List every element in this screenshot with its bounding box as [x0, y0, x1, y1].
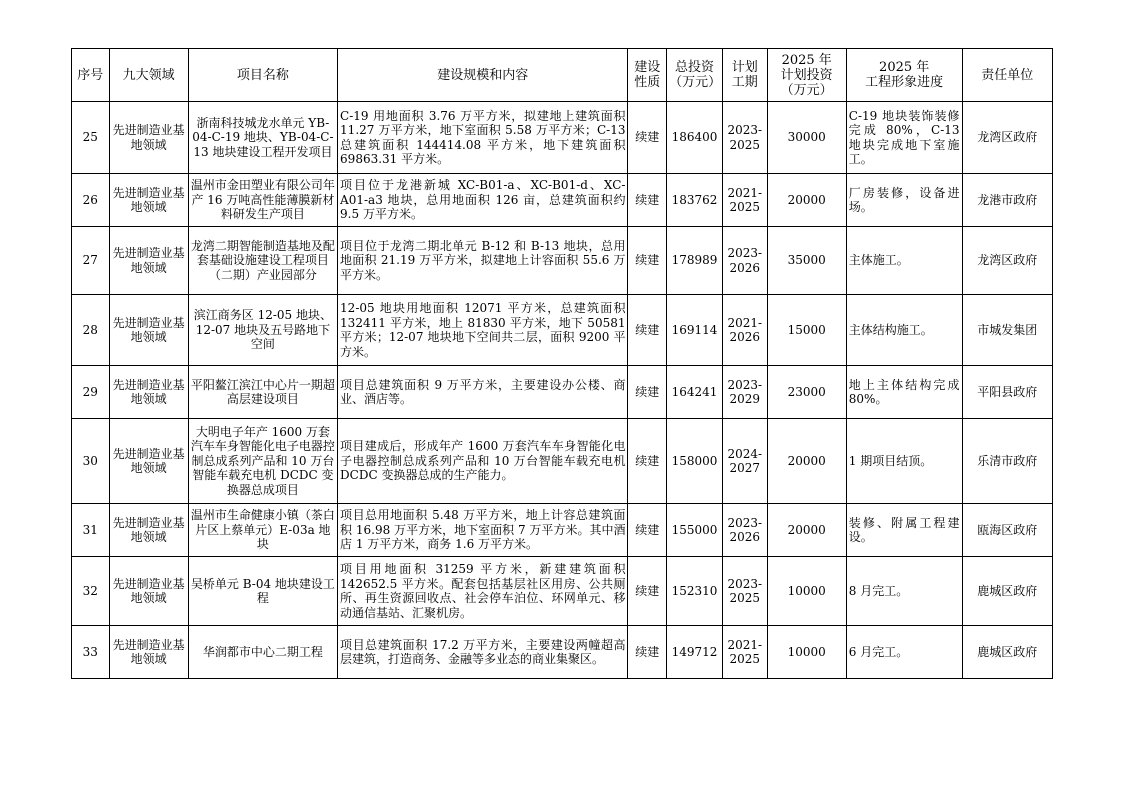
- cell-progress: C-19 地块装饰装修完成 80%，C-13 地块完成地下室施工。: [846, 102, 962, 174]
- cell-domain: 先进制造业基地领域: [109, 366, 188, 419]
- cell-name: 龙湾二期智能制造基地及配套基础设施建设工程项目（二期）产业园部分: [188, 227, 337, 295]
- cell-period: 2021-2026: [722, 295, 767, 366]
- cell-scale: 项目总建筑面积 9 万平方米，主要建设办公楼、商业、酒店等。: [338, 366, 628, 419]
- header-invest: 总投资 （万元）: [667, 49, 723, 102]
- cell-scale: 项目位于龙港新城 XC-B01-a、XC-B01-d、XC-A01-a3 地块，总用地面积 126 亩，总建筑面积约 9.5 万平方米。: [338, 174, 628, 227]
- cell-progress: 厂房装修，设备进场。: [846, 174, 962, 227]
- cell-plan: 35000: [767, 227, 846, 295]
- cell-progress: 装修、附属工程建设。: [846, 504, 962, 557]
- cell-progress: 6 月完工。: [846, 626, 962, 679]
- cell-seq: 33: [72, 626, 110, 679]
- cell-period: 2023-2026: [722, 227, 767, 295]
- cell-plan: 10000: [767, 557, 846, 626]
- cell-domain: 先进制造业基地领域: [109, 557, 188, 626]
- cell-domain: 先进制造业基地领域: [109, 626, 188, 679]
- table-row: [72, 626, 1053, 679]
- cell-name: 华润都市中心二期工程: [188, 626, 337, 679]
- cell-name: 吴桥单元 B-04 地块建设工程: [188, 557, 337, 626]
- cell-nature: 续建: [628, 504, 667, 557]
- cell-invest: 186400: [667, 102, 723, 174]
- cell-plan: 20000: [767, 504, 846, 557]
- cell-plan: 30000: [767, 102, 846, 174]
- header-period: 计划 工期: [722, 49, 767, 102]
- cell-name: 浙南科技城龙水单元 YB-04-C-19 地块、YB-04-C-13 地块建设工程开发项目: [188, 102, 337, 174]
- cell-scale: 项目总建筑面积 17.2 万平方米，主要建设两幢超高层建筑，打造商务、金融等多业态的商业集聚区。: [338, 626, 628, 679]
- table-row: [72, 557, 1053, 626]
- cell-domain: 先进制造业基地领域: [109, 504, 188, 557]
- project-table: [71, 48, 1053, 679]
- cell-unit: 瓯海区政府: [962, 504, 1052, 557]
- header-seq: 序号: [72, 49, 110, 102]
- cell-domain: 先进制造业基地领域: [109, 419, 188, 504]
- cell-nature: 续建: [628, 626, 667, 679]
- cell-period: 2023-2029: [722, 366, 767, 419]
- cell-scale: C-19 用地面积 3.76 万平方米，拟建地上建筑面积 11.27 万平方米，地下室面积 5.58 万平方米；C-13 总建筑面积 144414.08 平方米，地下建筑面积 69863.31 平方米。: [338, 102, 628, 174]
- cell-unit: 龙港市政府: [962, 174, 1052, 227]
- cell-name: 滨江商务区 12-05 地块、12-07 地块及五号路地下空间: [188, 295, 337, 366]
- cell-nature: 续建: [628, 366, 667, 419]
- cell-unit: 龙湾区政府: [962, 102, 1052, 174]
- cell-unit: 乐清市政府: [962, 419, 1052, 504]
- cell-invest: 152310: [667, 557, 723, 626]
- cell-seq: 28: [72, 295, 110, 366]
- cell-nature: 续建: [628, 557, 667, 626]
- cell-scale: 项目位于龙湾二期北单元 B-12 和 B-13 地块，总用地面积 21.19 万平方米，拟建地上计容面积 55.6 万平方米。: [338, 227, 628, 295]
- cell-domain: 先进制造业基地领域: [109, 174, 188, 227]
- cell-progress: 主体结构施工。: [846, 295, 962, 366]
- cell-scale: 项目用地面积 31259 平方米，新建建筑面积 142652.5 平方米。配套包括基层社区用房、公共厕所、再生资源回收点、社会停车泊位、环网单元、移动通信基站、汇聚机房。: [338, 557, 628, 626]
- cell-name: 温州市生命健康小镇（茶白片区上蔡单元）E-03a 地块: [188, 504, 337, 557]
- cell-nature: 续建: [628, 295, 667, 366]
- cell-period: 2023-2026: [722, 504, 767, 557]
- cell-period: 2023-2025: [722, 102, 767, 174]
- table-row: [72, 504, 1053, 557]
- cell-invest: 158000: [667, 419, 723, 504]
- cell-nature: 续建: [628, 102, 667, 174]
- cell-unit: 平阳县政府: [962, 366, 1052, 419]
- cell-unit: 龙湾区政府: [962, 227, 1052, 295]
- cell-scale: 12-05 地块用地面积 12071 平方米，总建筑面积 132411 平方米，地上 81830 平方米，地下 50581 平方米；12-07 地块地下空间共二层，面积 9200 平方米。: [338, 295, 628, 366]
- cell-name: 平阳鳌江滨江中心片一期超高层建设项目: [188, 366, 337, 419]
- cell-plan: 15000: [767, 295, 846, 366]
- cell-period: 2024-2027: [722, 419, 767, 504]
- cell-invest: 178989: [667, 227, 723, 295]
- cell-seq: 26: [72, 174, 110, 227]
- cell-unit: 市城发集团: [962, 295, 1052, 366]
- header-plan: 2025 年 计划投资 （万元）: [767, 49, 846, 102]
- cell-seq: 31: [72, 504, 110, 557]
- cell-invest: 149712: [667, 626, 723, 679]
- cell-progress: 8 月完工。: [846, 557, 962, 626]
- cell-nature: 续建: [628, 419, 667, 504]
- cell-unit: 鹿城区政府: [962, 626, 1052, 679]
- cell-domain: 先进制造业基地领域: [109, 102, 188, 174]
- cell-name: 温州市金田塑业有限公司年产 16 万吨高性能薄膜新材料研发生产项目: [188, 174, 337, 227]
- cell-nature: 续建: [628, 227, 667, 295]
- cell-seq: 25: [72, 102, 110, 174]
- cell-plan: 20000: [767, 419, 846, 504]
- cell-period: 2023-2025: [722, 557, 767, 626]
- cell-domain: 先进制造业基地领域: [109, 227, 188, 295]
- header-unit: 责任单位: [962, 49, 1052, 102]
- cell-invest: 164241: [667, 366, 723, 419]
- cell-invest: 155000: [667, 504, 723, 557]
- header-nature: 建设 性质: [628, 49, 667, 102]
- header-name: 项目名称: [188, 49, 337, 102]
- cell-seq: 32: [72, 557, 110, 626]
- table-row: [72, 174, 1053, 227]
- table-row: [72, 227, 1053, 295]
- cell-plan: 10000: [767, 626, 846, 679]
- table-row: [72, 366, 1053, 419]
- cell-period: 2021-2025: [722, 174, 767, 227]
- cell-name: 大明电子年产 1600 万套汽车车身智能化电子电器控制总成系列产品和 10 万台智能车载充电机 DCDC 变换器总成项目: [188, 419, 337, 504]
- table-row: [72, 419, 1053, 504]
- cell-scale: 项目总用地面积 5.48 万平方米，地上计容总建筑面积 16.98 万平方米，地下室面积 7 万平方米。其中酒店 1 万平方米，商务 1.6 万平方米。: [338, 504, 628, 557]
- table-row: [72, 102, 1053, 174]
- table-row: [72, 295, 1053, 366]
- cell-progress: 1 期项目结顶。: [846, 419, 962, 504]
- cell-seq: 29: [72, 366, 110, 419]
- cell-progress: 主体施工。: [846, 227, 962, 295]
- cell-seq: 27: [72, 227, 110, 295]
- header-scale: 建设规模和内容: [338, 49, 628, 102]
- cell-plan: 23000: [767, 366, 846, 419]
- cell-scale: 项目建成后，形成年产 1600 万套汽车车身智能化电子电器控制总成系列产品和 10 万台智能车载充电机 DCDC 变换器总成的生产能力。: [338, 419, 628, 504]
- cell-invest: 169114: [667, 295, 723, 366]
- cell-invest: 183762: [667, 174, 723, 227]
- cell-plan: 20000: [767, 174, 846, 227]
- cell-seq: 30: [72, 419, 110, 504]
- cell-unit: 鹿城区政府: [962, 557, 1052, 626]
- cell-progress: 地上主体结构完成 80%。: [846, 366, 962, 419]
- cell-period: 2021-2025: [722, 626, 767, 679]
- cell-nature: 续建: [628, 174, 667, 227]
- cell-domain: 先进制造业基地领域: [109, 295, 188, 366]
- header-domain: 九大领域: [109, 49, 188, 102]
- header-row: [72, 49, 1053, 102]
- header-progress: 2025 年 工程形象进度: [846, 49, 962, 102]
